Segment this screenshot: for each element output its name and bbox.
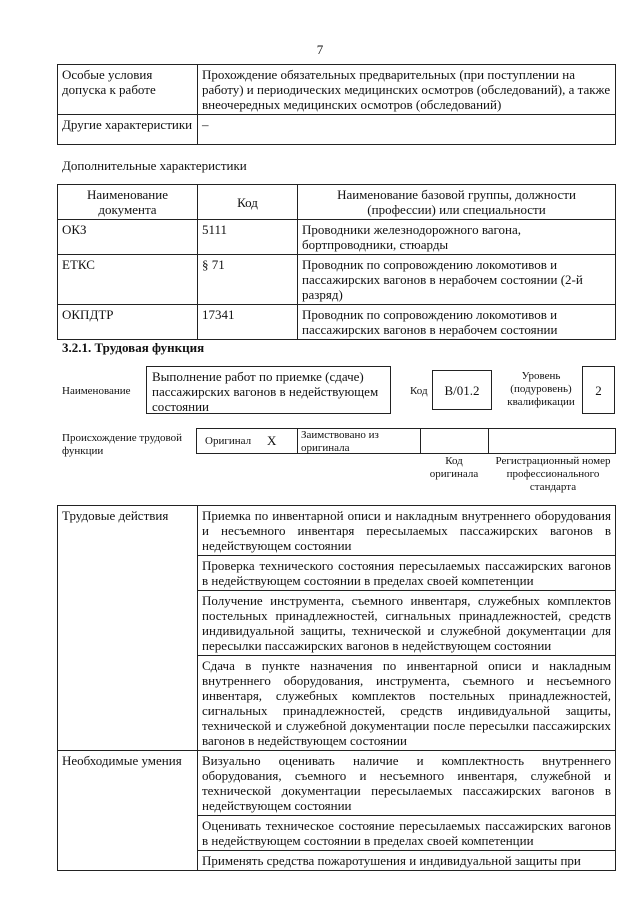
header-code: Код (198, 185, 298, 220)
section-title: 3.2.1. Трудовая функция (62, 340, 205, 355)
table-row (58, 115, 616, 145)
table-row (58, 751, 616, 816)
table-cell: § 71 (198, 255, 298, 305)
conditions-label: Особые условия допуска к работе (58, 65, 198, 115)
action-item: Получение инструмента, съемного инвентаря, служебных комплектов постельных принадлежностей, сигнальных принадлежностей, средств индивидуальной защиты, технической и служебной документации для пересылки пассажирских вагонов в недействующем состоянии (198, 591, 616, 656)
borrowed-label: Заимствовано из оригинала (301, 429, 379, 454)
function-name-value: Выполнение работ по приемке (сдаче) пассажирских вагонов в недействующем состоянии (152, 369, 379, 414)
table-cell: Проводники железнодорожного вагона, бортпроводники, стюарды (298, 220, 616, 255)
other-label: Другие характеристики (58, 115, 198, 145)
table-header-row (58, 185, 616, 220)
actions-label: Трудовые действия (58, 506, 198, 751)
original-label: Оригинал (205, 435, 252, 447)
table-row (58, 220, 616, 255)
original-mark: X (267, 433, 277, 448)
origin-box (196, 428, 616, 454)
additional-table (57, 184, 616, 340)
skills-label: Необходимые умения (58, 751, 198, 871)
origin-label: Происхождение трудовой функции (62, 432, 183, 457)
table-cell: ОКПДТР (58, 305, 198, 340)
table-row (58, 65, 616, 115)
table-cell: Проводник по сопровождению локомотивов и пассажирских вагонов в нерабочем состоянии (298, 305, 616, 340)
function-name-box (146, 366, 391, 414)
table-cell: ОКЗ (58, 220, 198, 255)
divider (297, 428, 298, 454)
function-name-label: Наименование (62, 385, 131, 397)
skill-item: Оценивать техническое состояние пересылаемых пассажирских вагонов в недействующем состоянии в пределах своей компетенции (198, 816, 616, 851)
function-level-box (582, 366, 615, 414)
skill-item: Применять средства пожаротушения и индивидуальной защиты при (198, 851, 616, 871)
conditions-table (57, 64, 616, 145)
action-item: Приемка по инвентарной описи и накладным внутреннего оборудования и несъемного инвентаря пересылаемых пассажирских вагонов в недействующем состоянии (198, 506, 616, 556)
table-cell: 5111 (198, 220, 298, 255)
function-level-label: Уровень (подуровень) квалификации (507, 370, 575, 408)
table-cell: 17341 (198, 305, 298, 340)
divider (488, 428, 489, 454)
table-row (58, 506, 616, 556)
details-table (57, 505, 616, 871)
table-cell: Проводник по сопровождению локомотивов и пассажирских вагонов в нерабочем состоянии (2-й разряд) (298, 255, 616, 305)
function-code-box (432, 370, 492, 410)
divider (420, 428, 421, 454)
header-doc: Наименование документа (58, 185, 198, 220)
additional-title: Дополнительные характеристики (62, 158, 247, 173)
table-cell: ЕТКС (58, 255, 198, 305)
page-number: 7 (316, 42, 324, 57)
action-item: Проверка технического состояния пересылаемых пассажирских вагонов в недействующем состоянии в пределах своей компетенции (198, 556, 616, 591)
table-row (58, 305, 616, 340)
other-value: – (198, 115, 616, 145)
reg-number-caption: Регистрационный номер профессионального стандарта (495, 455, 611, 493)
function-level-value: 2 (595, 383, 602, 398)
table-row (58, 255, 616, 305)
header-group: Наименование базовой группы, должности (профессии) или специальности (298, 185, 616, 220)
conditions-value: Прохождение обязательных предварительных (при поступлении на работу) и периодических медицинских осмотров (обследований), а также внеочередных медицинских осмотров (обследований) (198, 65, 616, 115)
skill-item: Визуально оценивать наличие и комплектность внутреннего оборудования, съемного и несъемного инвентаря, служебной и технической документации пересылаемых пассажирских вагонов в недействующем состоянии (198, 751, 616, 816)
action-item: Сдача в пункте назначения по инвентарной описи и накладным внутреннего оборудования, инструмента, съемного и несъемного инвентаря, служебных комплектов постельных принадлежностей, сигнальных принадлежностей, средств индивидуальной защиты, технической и служебной документации после пересылки пассажирских вагонов в недействующем состоянии (198, 656, 616, 751)
code-original-caption: Код оригинала (429, 455, 479, 480)
function-code-value: B/01.2 (444, 383, 480, 398)
function-code-label: Код (410, 385, 428, 397)
